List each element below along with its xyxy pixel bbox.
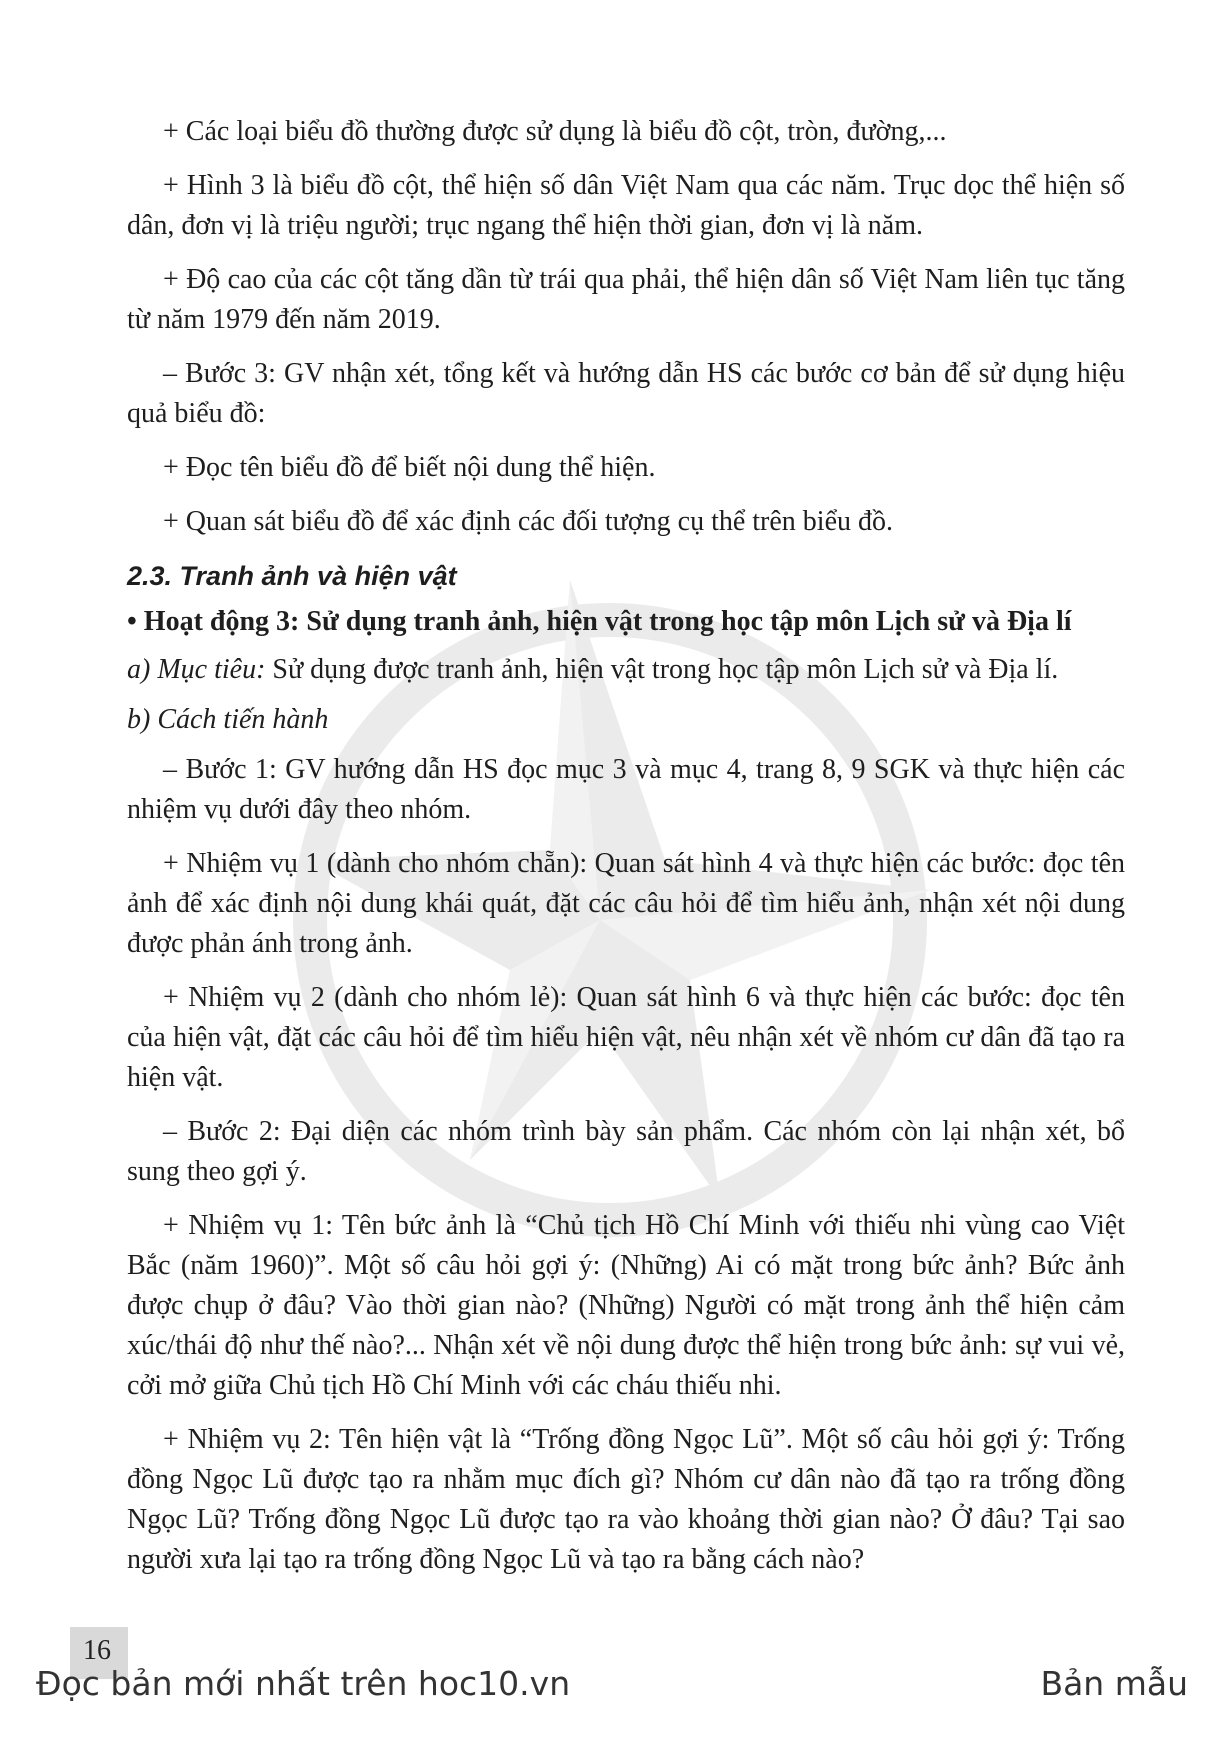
paragraph-step-3: – Bước 3: GV nhận xét, tổng kết và hướng dẫn HS các bước cơ bản để sử dụng hiệu quả biểu đồ: bbox=[127, 358, 1125, 429]
paragraph-task-1: + Nhiệm vụ 1 (dành cho nhóm chẵn): Quan sát hình 4 và thực hiện các bước: đọc tên ảnh để xác định nội dung khái quát, đặt các câu hỏi để tìm hiểu ảnh, nhận xét nội dung được phản ánh trong ảnh. bbox=[127, 848, 1125, 959]
paragraph-task-2-answer: + Nhiệm vụ 2: Tên hiện vật là “Trống đồng Ngọc Lũ”. Một số câu hỏi gợi ý: Trống đồng Ngọc Lũ được tạo ra nhằm mục đích gì? Nhóm cư dân nào đã tạo ra trống đồng Ngọc Lũ? Trống đồng Ngọc Lũ được tạo ra vào khoảng thời gian nào? Ở đâu? Tại sao người xưa lại tạo ra trống đồng Ngọc Lũ và tạo ra bằng cách nào? bbox=[127, 1424, 1125, 1575]
paragraph-task-1-answer: + Nhiệm vụ 1: Tên bức ảnh là “Chủ tịch Hồ Chí Minh với thiếu nhi vùng cao Việt Bắc (năm 1960)”. Một số câu hỏi gợi ý: (Những) Ai có mặt trong bức ảnh? Bức ảnh được chụp ở đâu? Vào thời gian nào? (Những) Người có mặt trong ảnh thể hiện cảm xúc/thái độ như thế nào?... Nhận xét về nội dung được thể hiện trong bức ảnh: sự vui vẻ, cởi mở giữa Chủ tịch Hồ Chí Minh với các cháu thiếu nhi. bbox=[127, 1210, 1125, 1401]
procedure-label: b) Cách tiến hành bbox=[127, 704, 329, 735]
paragraph-step-1: – Bước 1: GV hướng dẫn HS đọc mục 3 và mục 4, trang 8, 9 SGK và thực hiện các nhiệm vụ dưới đây theo nhóm. bbox=[127, 754, 1125, 825]
paragraph-column-height: + Độ cao của các cột tăng dần từ trái qua phải, thể hiện dân số Việt Nam liên tục tăng từ năm 1979 đến năm 2019. bbox=[127, 264, 1125, 335]
objective-label: a) Mục tiêu: bbox=[127, 654, 266, 685]
paragraph-observe-chart: + Quan sát biểu đồ để xác định các đối tượng cụ thể trên biểu đồ. bbox=[163, 506, 894, 537]
paragraph-chart-types: + Các loại biểu đồ thường được sử dụng là biểu đồ cột, tròn, đường,... bbox=[163, 116, 947, 147]
paragraph-step-2: – Bước 2: Đại diện các nhóm trình bày sản phẩm. Các nhóm còn lại nhận xét, bổ sung theo gợi ý. bbox=[127, 1116, 1125, 1187]
footer-source-text: Đọc bản mới nhất trên hoc10.vn bbox=[36, 1664, 571, 1703]
activity-heading: • Hoạt động 3: Sử dụng tranh ảnh, hiện vật trong học tập môn Lịch sử và Địa lí bbox=[127, 606, 1072, 637]
objective-line bbox=[127, 650, 1125, 690]
page-number: 16 bbox=[83, 1635, 111, 1666]
objective-text: Sử dụng được tranh ảnh, hiện vật trong học tập môn Lịch sử và Địa lí. bbox=[265, 654, 1059, 685]
paragraph-task-2: + Nhiệm vụ 2 (dành cho nhóm lẻ): Quan sát hình 6 và thực hiện các bước: đọc tên của hiện vật, đặt các câu hỏi để tìm hiểu hiện vật, nêu nhận xét về nhóm cư dân đã tạo ra hiện vật. bbox=[127, 982, 1125, 1093]
paragraph-read-title: + Đọc tên biểu đồ để biết nội dung thể hiện. bbox=[163, 452, 656, 483]
paragraph-figure-3: + Hình 3 là biểu đồ cột, thể hiện số dân Việt Nam qua các năm. Trục dọc thể hiện số dân, đơn vị là triệu người; trục ngang thể hiện thời gian, đơn vị là năm. bbox=[127, 170, 1125, 241]
section-heading: 2.3. Tranh ảnh và hiện vật bbox=[127, 561, 457, 591]
footer-sample-label: Bản mẫu bbox=[1040, 1664, 1188, 1703]
main-text bbox=[127, 112, 1125, 1594]
